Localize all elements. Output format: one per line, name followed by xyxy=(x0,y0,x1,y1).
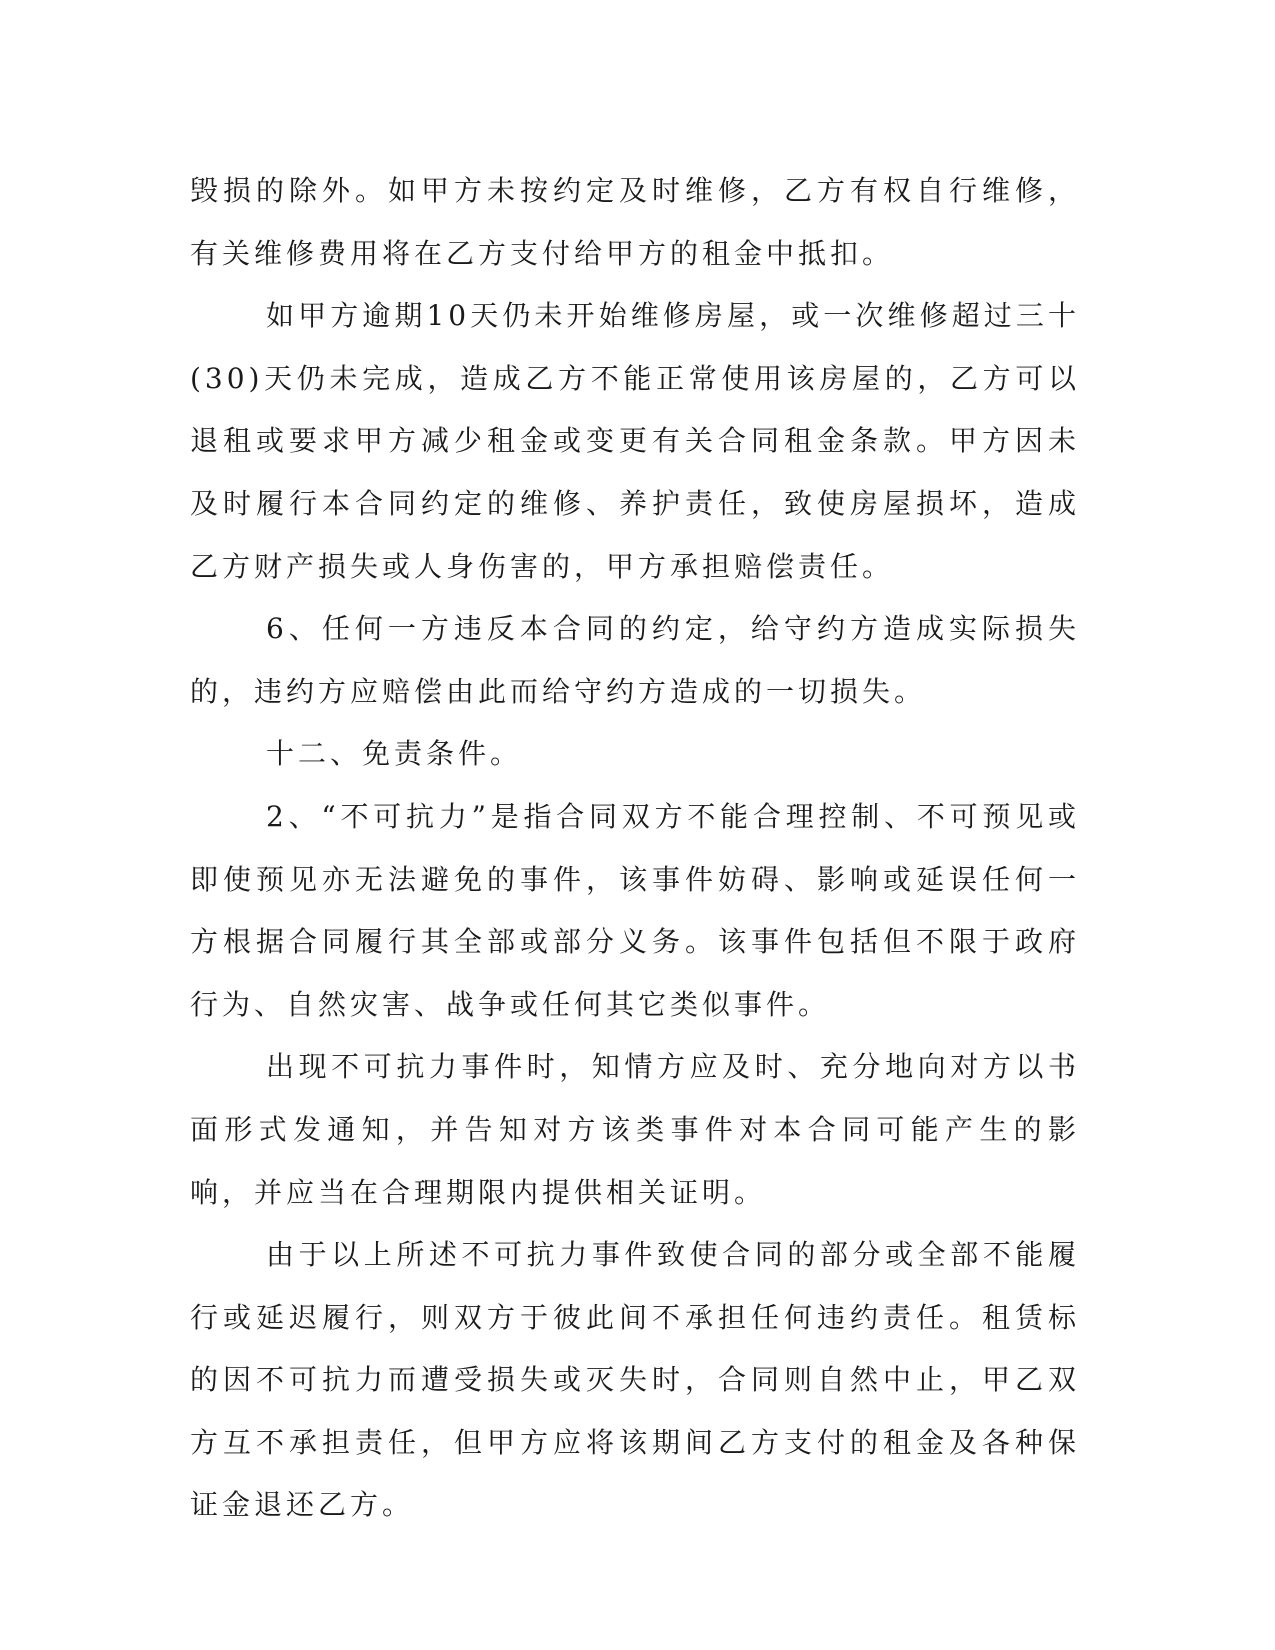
paragraph-force-majeure-definition: 2、“不可抗力”是指合同双方不能合理控制、不可预见或即使预见亦无法避免的事件，该事件妨碍、影响或延误任何一方根据合同履行其全部或部分义务。该事件包括但不限于政府行为、自然灾害、战争或任何其它类似事件。 xyxy=(190,799,1080,1021)
section-heading-exemption: 十二、免责条件。 xyxy=(266,737,523,771)
paragraph-repair-delay: 如甲方逾期10天仍未开始维修房屋，或一次维修超过三十(30)天仍未完成，造成乙方不能正常使用该房屋的，乙方可以退租或要求甲方减少租金或变更有关合同租金条款。甲方因未及时履行本合同约定的维修、养护责任，致使房屋损坏，造成乙方财产损失或人身伤害的，甲方承担赔偿责任。 xyxy=(190,299,1080,583)
paragraph-force-majeure-effect: 由于以上所述不可抗力事件致使合同的部分或全部不能履行或延迟履行，则双方于彼此间不承担任何违约责任。租赁标的因不可抗力而遭受损失或灭失时，合同则自然中止，甲乙双方互不承担责任，但甲方应将该期间乙方支付的租金及各种保证金退还乙方。 xyxy=(190,1238,1080,1522)
paragraph-repair-continuation: 毁损的除外。如甲方未按约定及时维修，乙方有权自行维修，有关维修费用将在乙方支付给甲方的租金中抵扣。 xyxy=(190,174,1080,270)
contract-body xyxy=(190,160,1080,1537)
paragraph-force-majeure-notice: 出现不可抗力事件时，知情方应及时、充分地向对方以书面形式发通知，并告知对方该类事件对本合同可能产生的影响，并应当在合理期限内提供相关证明。 xyxy=(190,1050,1080,1209)
paragraph-breach-compensation: 6、任何一方违反本合同的约定，给守约方造成实际损失的，违约方应赔偿由此而给守约方造成的一切损失。 xyxy=(190,612,1080,708)
